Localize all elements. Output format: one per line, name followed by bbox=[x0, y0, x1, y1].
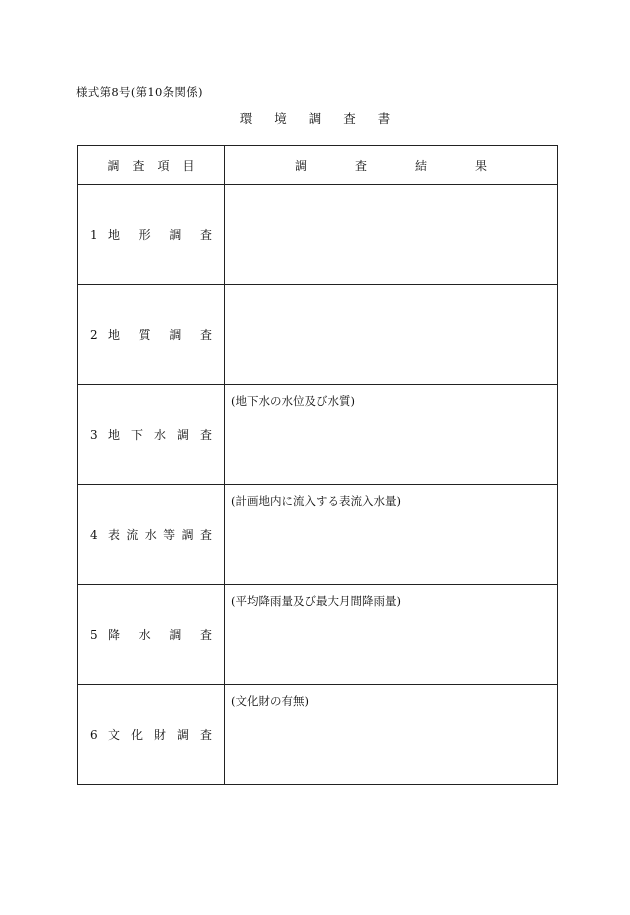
item-char: 調 bbox=[181, 528, 194, 542]
survey-item-cell bbox=[78, 185, 225, 285]
header-char: 査 bbox=[132, 158, 145, 173]
result-note: (文化財の有無) bbox=[231, 694, 309, 708]
item-char: 表 bbox=[108, 528, 121, 542]
item-char: 査 bbox=[199, 528, 212, 542]
item-char: 文 bbox=[108, 728, 121, 742]
item-char: 水 bbox=[138, 628, 151, 642]
survey-item-cell bbox=[78, 685, 225, 785]
item-char: 査 bbox=[199, 728, 212, 742]
header-survey-item bbox=[78, 146, 225, 185]
survey-item-cell bbox=[78, 585, 225, 685]
header-char: 査 bbox=[354, 158, 367, 173]
survey-table bbox=[77, 145, 558, 785]
table-row bbox=[78, 185, 558, 285]
survey-result-field[interactable] bbox=[225, 685, 558, 785]
item-char: 流 bbox=[126, 528, 139, 542]
header-char: 果 bbox=[474, 158, 487, 173]
item-char: 化 bbox=[130, 728, 143, 742]
item-char: 査 bbox=[199, 228, 212, 242]
item-number: 3 bbox=[90, 427, 98, 442]
header-char: 調 bbox=[295, 158, 308, 173]
result-note: (地下水の水位及び水質) bbox=[231, 394, 355, 408]
item-char: 調 bbox=[169, 328, 182, 342]
document-title bbox=[0, 109, 630, 127]
item-number: 2 bbox=[90, 327, 98, 342]
item-char: 財 bbox=[153, 728, 166, 742]
item-char: 等 bbox=[163, 528, 176, 542]
item-char: 降 bbox=[108, 628, 121, 642]
survey-result-field[interactable] bbox=[225, 185, 558, 285]
table-row bbox=[78, 585, 558, 685]
header-char: 調 bbox=[107, 158, 120, 173]
item-char: 調 bbox=[176, 428, 189, 442]
item-char: 質 bbox=[138, 328, 151, 342]
title-char: 境 bbox=[274, 111, 287, 126]
header-char: 結 bbox=[414, 158, 427, 173]
result-note: (計画地内に流入する表流入水量) bbox=[231, 494, 401, 508]
title-char: 調 bbox=[308, 111, 322, 126]
header-survey-result bbox=[225, 146, 558, 185]
item-number: 4 bbox=[90, 527, 98, 542]
item-char: 地 bbox=[108, 428, 121, 442]
item-number: 1 bbox=[90, 227, 98, 242]
item-char: 調 bbox=[176, 728, 189, 742]
header-char: 目 bbox=[182, 158, 195, 173]
item-number: 6 bbox=[90, 727, 98, 742]
item-char: 査 bbox=[199, 428, 212, 442]
title-char: 査 bbox=[343, 111, 356, 126]
header-char: 項 bbox=[157, 158, 170, 173]
survey-result-field[interactable] bbox=[225, 385, 558, 485]
item-char: 査 bbox=[199, 628, 212, 642]
title-char: 書 bbox=[377, 111, 391, 126]
table-header-row bbox=[78, 146, 558, 185]
item-char: 地 bbox=[108, 328, 121, 342]
survey-result-field[interactable] bbox=[225, 585, 558, 685]
item-char: 下 bbox=[130, 428, 143, 442]
item-char: 水 bbox=[144, 528, 157, 542]
survey-item-cell bbox=[78, 285, 225, 385]
item-char: 調 bbox=[169, 228, 182, 242]
item-char: 査 bbox=[199, 328, 212, 342]
survey-result-field[interactable] bbox=[225, 485, 558, 585]
survey-item-cell bbox=[78, 385, 225, 485]
survey-item-cell bbox=[78, 485, 225, 585]
table-row bbox=[78, 285, 558, 385]
table-row bbox=[78, 485, 558, 585]
survey-result-field[interactable] bbox=[225, 285, 558, 385]
item-char: 水 bbox=[153, 428, 166, 442]
table-row bbox=[78, 685, 558, 785]
item-number: 5 bbox=[90, 627, 98, 642]
table-row bbox=[78, 385, 558, 485]
item-char: 形 bbox=[138, 228, 151, 242]
result-note: (平均降雨量及び最大月間降雨量) bbox=[231, 594, 401, 608]
form-number-label: 様式第8号(第10条関係) bbox=[76, 85, 203, 99]
item-char: 地 bbox=[108, 228, 121, 242]
item-char: 調 bbox=[169, 628, 182, 642]
title-char: 環 bbox=[239, 111, 253, 126]
